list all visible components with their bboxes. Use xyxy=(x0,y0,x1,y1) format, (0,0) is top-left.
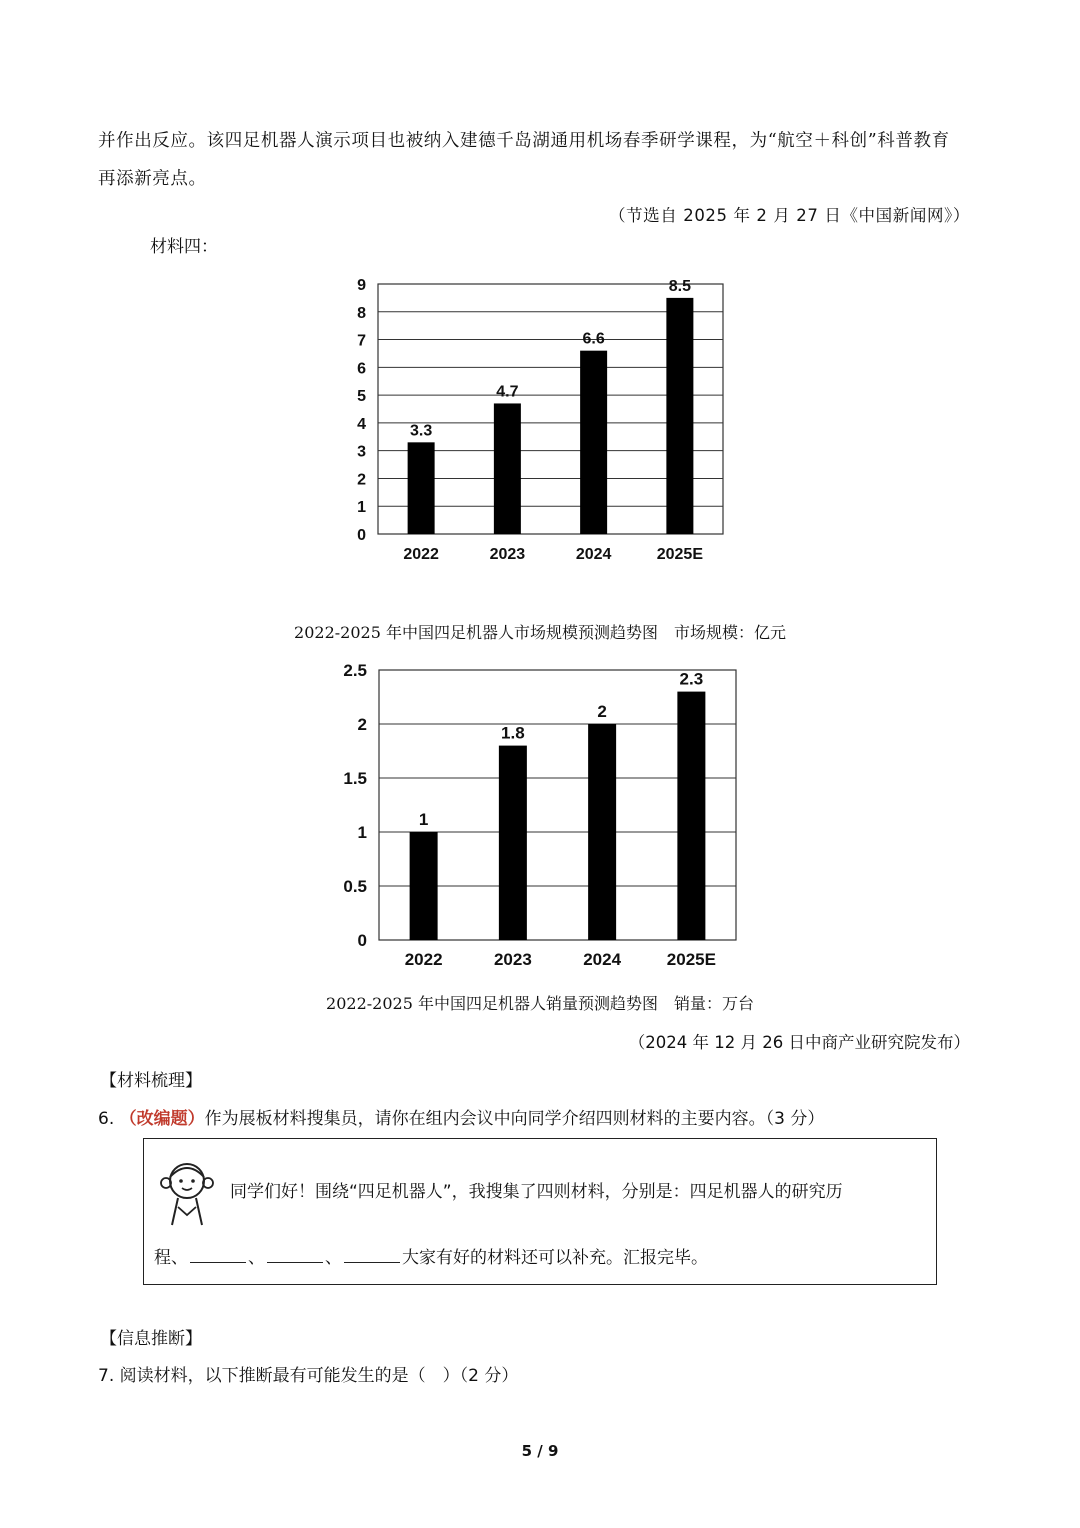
market-size-chart-caption: 2022-2025 年中国四足机器人市场规模预测趋势图 市场规模：亿元 xyxy=(294,623,786,642)
question-7-text: 阅读材料，以下推断最有可能发生的是（ ）（2 分） xyxy=(119,1366,519,1386)
answer-box xyxy=(143,1138,937,1285)
market-chart-x-tick-label: 2023 xyxy=(489,546,526,563)
sales-chart-x-tick-label: 2023 xyxy=(493,950,532,969)
answer-blank-2[interactable] xyxy=(267,1248,323,1263)
question-7 xyxy=(98,1361,518,1386)
market-chart-data-label: 8.5 xyxy=(668,277,691,295)
intro-source: （节选自 2025 年 2 月 27 日《中国新闻网》） xyxy=(608,206,970,225)
answer-box-line-2-start: 程、 xyxy=(154,1248,188,1268)
market-size-chart-svg xyxy=(330,266,750,576)
answer-separator-1: 、 xyxy=(248,1248,265,1268)
sales-chart-x-tick-label: 2022 xyxy=(404,950,443,969)
sales-volume-chart-svg xyxy=(320,655,760,985)
sales-chart-data-label: 1 xyxy=(418,810,429,829)
market-chart-bar xyxy=(408,442,435,534)
market-size-chart xyxy=(330,266,750,576)
question-7-number: 7. xyxy=(98,1366,115,1386)
sales-chart-bar xyxy=(588,724,616,940)
market-chart-data-label: 6.6 xyxy=(582,330,605,348)
sales-chart-data-label: 1.8 xyxy=(501,723,525,743)
sales-chart-y-tick-label: 2 xyxy=(357,715,367,734)
sales-chart-x-tick-label: 2024 xyxy=(583,950,622,969)
market-chart-y-tick-label: 1 xyxy=(357,499,366,517)
sales-volume-chart xyxy=(320,655,760,985)
question-6-number: 6. xyxy=(98,1109,115,1129)
answer-box-line-2 xyxy=(154,1243,708,1268)
market-chart-x-tick-label: 2022 xyxy=(403,546,439,563)
section-heading-material-sorting: 【材料梳理】 xyxy=(100,1071,202,1091)
page-number: 5 / 9 xyxy=(521,1442,559,1460)
sales-chart-y-tick-label: 0 xyxy=(357,931,367,950)
market-chart-y-tick-label: 5 xyxy=(357,388,366,406)
answer-separator-2: 、 xyxy=(325,1248,342,1268)
market-chart-y-tick-label: 9 xyxy=(357,277,366,294)
intro-line-1: 并作出反应。该四足机器人演示项目也被纳入建德千岛湖通用机场春季研学课程，为“航空＋科创”科普教育 xyxy=(98,131,950,151)
answer-blank-1[interactable] xyxy=(190,1248,246,1263)
market-chart-x-tick-label: 2025E xyxy=(656,546,704,563)
answer-box-line-2-end: 大家有好的材料还可以补充。汇报完毕。 xyxy=(402,1248,708,1268)
market-chart-y-tick-label: 6 xyxy=(357,360,366,378)
market-chart-bar xyxy=(580,351,607,534)
intro-line-2: 再添新亮点。 xyxy=(98,169,207,189)
chart-source: （2024 年 12 月 26 日中商产业研究院发布） xyxy=(628,1033,970,1052)
sales-chart-y-tick-label: 0.5 xyxy=(343,877,367,896)
market-chart-bar xyxy=(666,298,693,534)
section-heading-info-inference: 【信息推断】 xyxy=(100,1329,202,1349)
question-6-tag: （改编题） xyxy=(119,1109,205,1129)
material-four-label: 材料四： xyxy=(150,237,218,257)
sales-chart-data-label: 2 xyxy=(597,702,607,721)
answer-blank-3[interactable] xyxy=(344,1248,400,1263)
market-chart-bar xyxy=(494,403,521,534)
market-chart-data-label: 3.3 xyxy=(410,422,433,440)
sales-chart-y-tick-label: 2.5 xyxy=(343,661,367,680)
market-chart-y-tick-label: 0 xyxy=(357,527,366,544)
market-chart-y-tick-label: 2 xyxy=(357,471,366,489)
sales-chart-x-tick-label: 2025E xyxy=(666,950,716,969)
question-6 xyxy=(98,1104,824,1129)
market-chart-y-tick-label: 8 xyxy=(357,304,366,322)
sales-volume-chart-caption: 2022-2025 年中国四足机器人销量预测趋势图 销量：万台 xyxy=(326,994,754,1013)
sales-chart-bar xyxy=(499,746,527,940)
answer-box-line-1: 同学们好！围绕“四足机器人”，我搜集了四则材料，分别是：四足机器人的研究历 xyxy=(230,1182,843,1202)
sales-chart-data-label: 2.3 xyxy=(679,669,704,689)
market-chart-y-tick-label: 4 xyxy=(357,415,366,433)
market-chart-data-label: 4.7 xyxy=(496,383,519,401)
question-6-text: 作为展板材料搜集员，请你在组内会议中向同学介绍四则材料的主要内容。（3 分） xyxy=(204,1109,825,1129)
market-chart-y-tick-label: 3 xyxy=(357,443,366,461)
sales-chart-bar xyxy=(410,832,438,940)
girl-avatar-icon xyxy=(154,1151,220,1233)
market-chart-x-tick-label: 2024 xyxy=(575,546,612,563)
sales-chart-bar xyxy=(677,692,705,940)
sales-chart-y-tick-label: 1 xyxy=(357,823,367,842)
sales-chart-y-tick-label: 1.5 xyxy=(343,769,367,788)
market-chart-y-tick-label: 7 xyxy=(357,332,366,350)
